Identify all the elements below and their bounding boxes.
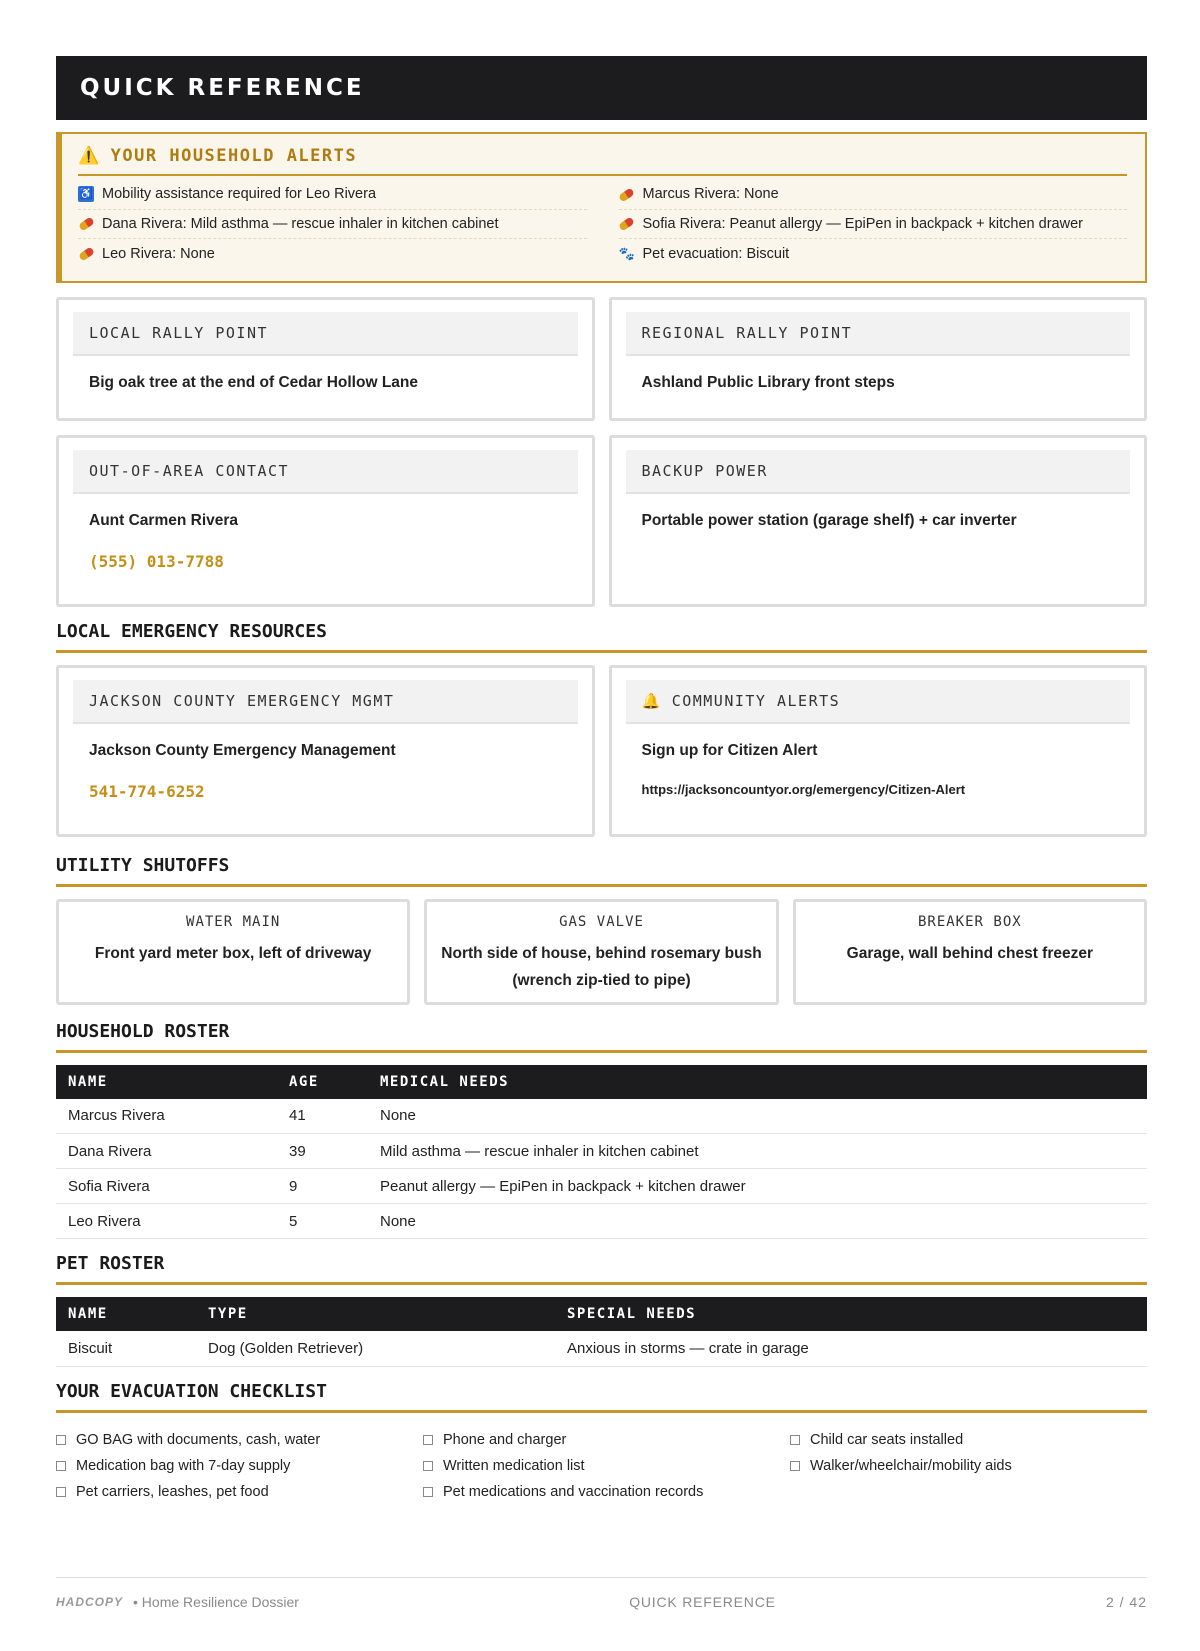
table-header-row [56, 1297, 1147, 1331]
checklist-item[interactable] [790, 1427, 1147, 1453]
column-header: NAME [56, 1065, 277, 1099]
cell-age: 39 [277, 1134, 368, 1169]
alert-text: Sofia Rivera: Peanut allergy — EpiPen in backpack + kitchen drawer [642, 215, 1083, 232]
card-header [73, 450, 578, 494]
checklist-item[interactable] [423, 1427, 780, 1453]
pill-icon [78, 247, 95, 262]
pet-roster-table [56, 1297, 1147, 1367]
checklist-column [56, 1427, 413, 1505]
shutoff-label: WATER MAIN [186, 913, 281, 930]
checklist-item-label: Medication bag with 7-day supply [76, 1457, 291, 1474]
footer-section-name: QUICK REFERENCE [629, 1594, 776, 1610]
card-header [73, 680, 578, 724]
checklist-item-label: GO BAG with documents, cash, water [76, 1431, 321, 1448]
shutoff-value: Garage, wall behind chest freezer [846, 944, 1094, 962]
alert-item [78, 239, 587, 269]
evacuation-checklist [56, 1427, 1147, 1505]
cell-name: Sofia Rivera [56, 1169, 277, 1204]
checkbox[interactable] [790, 1435, 800, 1445]
card-label: JACKSON COUNTY EMERGENCY MGMT [89, 691, 395, 710]
page-header [56, 56, 1147, 120]
alert-text: Pet evacuation: Biscuit [642, 245, 790, 262]
cell-medical: None [368, 1204, 1147, 1239]
cell-name: Marcus Rivera [56, 1099, 277, 1134]
checklist-item[interactable] [423, 1453, 780, 1479]
contact-power-row [56, 435, 1147, 607]
section-title-checklist: YOUR EVACUATION CHECKLIST [56, 1381, 1147, 1413]
table-header-row [56, 1065, 1147, 1099]
county-emergency-card [56, 665, 595, 837]
cell-name: Leo Rivera [56, 1204, 277, 1239]
card-header [626, 312, 1131, 356]
card-label: BACKUP POWER [641, 461, 768, 480]
checklist-item-label: Pet carriers, leashes, pet food [76, 1483, 269, 1500]
cell-name: Dana Rivera [56, 1134, 277, 1169]
alert-text: Leo Rivera: None [102, 245, 215, 262]
cell-age: 41 [277, 1099, 368, 1134]
shutoff-label: BREAKER BOX [917, 913, 1022, 930]
checkbox[interactable] [56, 1435, 66, 1445]
card-label: COMMUNITY ALERTS [671, 691, 841, 710]
checklist-item[interactable] [56, 1479, 413, 1505]
regional-rally-card [609, 297, 1148, 421]
household-roster-table [56, 1065, 1147, 1240]
checklist-item[interactable] [56, 1453, 413, 1479]
bell-icon: 🔔 [641, 691, 662, 710]
section-title-pets: PET ROSTER [56, 1253, 1147, 1285]
paw-icon: 🐾 [618, 245, 635, 261]
alert-item [619, 239, 1128, 269]
alerts-signup-text: Sign up for Citizen Alert [641, 741, 818, 759]
column-header: SPECIAL NEEDS [555, 1297, 1147, 1331]
resources-row [56, 665, 1147, 837]
alert-item [619, 210, 1128, 240]
table-row [56, 1331, 1147, 1366]
checklist-column [790, 1427, 1147, 1505]
column-header: NAME [56, 1297, 196, 1331]
checkbox[interactable] [423, 1461, 433, 1471]
alert-text: Mobility assistance required for Leo Rivera [102, 186, 377, 203]
card-header [626, 680, 1131, 724]
cell-name: Biscuit [56, 1331, 196, 1366]
alerts-column-right [619, 180, 1128, 269]
rally-points-row [56, 297, 1147, 421]
local-rally-card [56, 297, 595, 421]
shutoff-label: GAS VALVE [559, 913, 644, 930]
alerts-title: YOUR HOUSEHOLD ALERTS [110, 146, 358, 166]
water-main-card [56, 899, 410, 1005]
checklist-item[interactable] [423, 1479, 780, 1505]
community-alerts-card [609, 665, 1148, 837]
card-label: OUT-OF-AREA CONTACT [89, 461, 290, 480]
page-title: QUICK REFERENCE [80, 75, 365, 101]
page-footer [56, 1577, 1147, 1610]
footer-left [56, 1594, 299, 1610]
card-header [626, 450, 1131, 494]
checkbox[interactable] [56, 1487, 66, 1497]
cell-medical: Mild asthma — rescue inhaler in kitchen cabinet [368, 1134, 1147, 1169]
checkbox[interactable] [423, 1435, 433, 1445]
table-row [56, 1204, 1147, 1239]
footer-doc-name: • Home Resilience Dossier [133, 1594, 299, 1610]
pill-icon [78, 217, 95, 232]
alerts-grid [78, 180, 1127, 269]
alert-text: Marcus Rivera: None [642, 186, 779, 203]
table-row [56, 1169, 1147, 1204]
accessibility-icon: ♿ [79, 188, 93, 201]
checklist-item-label: Child car seats installed [810, 1431, 964, 1448]
column-header: AGE [277, 1065, 368, 1099]
cell-special-needs: Anxious in storms — crate in garage [555, 1331, 1147, 1366]
out-of-area-contact-card [56, 435, 595, 607]
checklist-item[interactable] [790, 1453, 1147, 1479]
card-label: LOCAL RALLY POINT [89, 323, 269, 342]
column-header: TYPE [196, 1297, 555, 1331]
pill-icon [618, 217, 635, 232]
cell-age: 5 [277, 1204, 368, 1239]
gas-valve-card [424, 899, 778, 1005]
checklist-item-label: Written medication list [443, 1457, 585, 1474]
shutoff-value: Front yard meter box, left of driveway [94, 944, 372, 962]
section-title-utility: UTILITY SHUTOFFS [56, 855, 1147, 887]
household-alerts-panel [56, 132, 1147, 283]
alert-item [78, 210, 587, 240]
contact-name: Aunt Carmen Rivera [89, 511, 239, 529]
card-header [73, 312, 578, 356]
checklist-column [423, 1427, 780, 1505]
alerts-url-link[interactable]: https://jacksoncountyor.org/emergency/Citizen-Alert [641, 781, 966, 797]
cell-age: 9 [277, 1169, 368, 1204]
alert-item [619, 180, 1128, 210]
checkbox[interactable] [790, 1461, 800, 1471]
card-value: Portable power station (garage shelf) + car inverter [641, 511, 1017, 529]
alerts-column-left [78, 180, 587, 269]
card-label: REGIONAL RALLY POINT [641, 323, 853, 342]
backup-power-card [609, 435, 1148, 607]
checkbox[interactable] [56, 1461, 66, 1471]
cell-type: Dog (Golden Retriever) [196, 1331, 555, 1366]
footer-page-number: 2 / 42 [1105, 1594, 1147, 1610]
table-row [56, 1134, 1147, 1169]
alert-item [78, 180, 587, 210]
alerts-title-row [78, 146, 1127, 176]
checkbox[interactable] [423, 1487, 433, 1497]
warning-icon: ⚠️ [78, 146, 101, 165]
cell-medical: Peanut allergy — EpiPen in backpack + kitchen drawer [368, 1169, 1147, 1204]
cell-medical: None [368, 1099, 1147, 1134]
breaker-box-card [793, 899, 1147, 1005]
card-value: Big oak tree at the end of Cedar Hollow Lane [89, 373, 418, 391]
section-title-resources: LOCAL EMERGENCY RESOURCES [56, 621, 1147, 653]
pill-icon [618, 187, 635, 202]
checklist-item[interactable] [56, 1427, 413, 1453]
card-value: Ashland Public Library front steps [641, 373, 895, 391]
brand-logo: HADCOPY [56, 1595, 124, 1609]
table-row [56, 1099, 1147, 1134]
utility-shutoffs-row [56, 899, 1147, 1005]
section-title-roster: HOUSEHOLD ROSTER [56, 1021, 1147, 1053]
checklist-item-label: Phone and charger [443, 1431, 567, 1448]
column-header: MEDICAL NEEDS [368, 1065, 1147, 1099]
shutoff-value: North side of house, behind rosemary bush (wrench zip-tied to pipe) [441, 944, 762, 989]
alert-text: Dana Rivera: Mild asthma — rescue inhaler in kitchen cabinet [102, 215, 499, 232]
county-phone[interactable]: 541-774-6252 [89, 781, 205, 801]
page [56, 56, 1147, 1505]
county-name: Jackson County Emergency Management [89, 741, 396, 759]
checklist-item-label: Walker/wheelchair/mobility aids [810, 1457, 1012, 1474]
checklist-item-label: Pet medications and vaccination records [443, 1483, 704, 1500]
contact-phone[interactable]: (555) 013-7788 [89, 551, 224, 571]
